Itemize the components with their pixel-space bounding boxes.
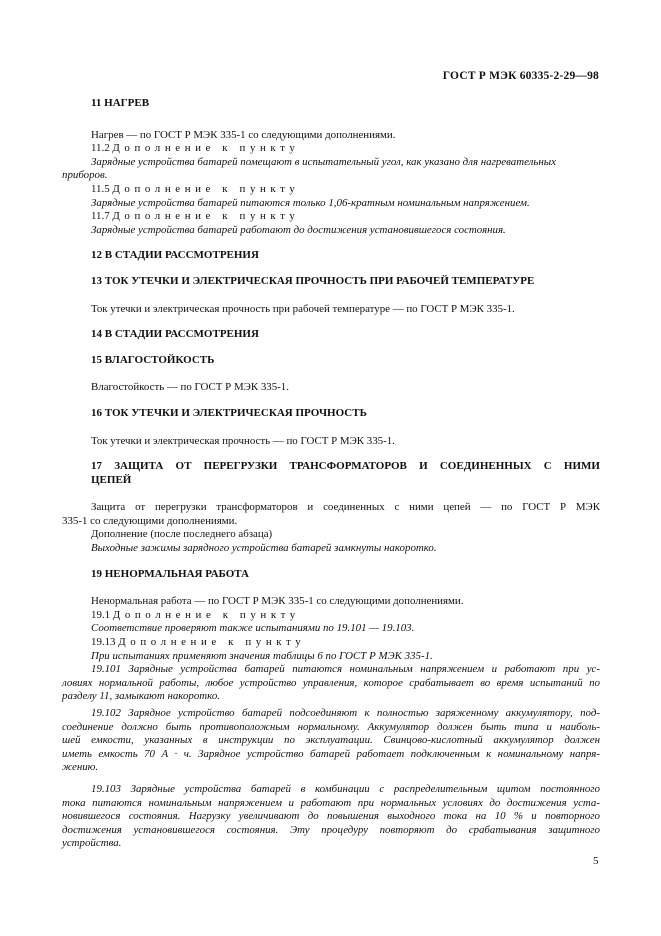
page-content bbox=[62, 97, 600, 851]
clause-19-103-line-5: устройства. bbox=[62, 837, 122, 850]
section-17-title: 17 ЗАЩИТА ОТ ПЕРЕГРУЗКИ ТРАНСФОРМАТОРОВ И СОЕДИНЕННЫХ С НИМИ bbox=[91, 460, 600, 473]
page-number: 5 bbox=[593, 855, 599, 867]
section-11-title: 11 НАГРЕВ bbox=[91, 97, 150, 109]
clause-11-5-header bbox=[91, 183, 600, 197]
addition-label: Дополнение к пункту bbox=[112, 182, 300, 195]
section-17-text: Защита от перегрузки трансформаторов и соединенных с ними цепей — по ГОСТ Р МЭК bbox=[91, 501, 600, 514]
clause-19-102-line-5: жению. bbox=[62, 761, 99, 774]
clause-19-1-header bbox=[91, 609, 600, 623]
section-16-title: 16 ТОК УТЕЧКИ И ЭЛЕКТРИЧЕСКАЯ ПРОЧНОСТЬ bbox=[91, 406, 367, 419]
clause-19-101-line-3: разделу 11, замыкают накоротко. bbox=[62, 690, 221, 703]
clause-19-102-line-1: 19.102 Зарядное устройство батарей подсоединяют к полностью заряженному аккумулятору, под- bbox=[91, 707, 600, 719]
section-19-title: 19 НЕНОРМАЛЬНАЯ РАБОТА bbox=[91, 567, 249, 580]
addition-label: Дополнение к пункту bbox=[118, 636, 306, 649]
clause-11-7-text: Зарядные устройства батарей работают до достижения установившегося состояния. bbox=[91, 223, 506, 236]
clause-number: 19.13 bbox=[91, 636, 116, 649]
clause-number: 11.7 bbox=[91, 210, 110, 223]
clause-number: 11.5 bbox=[91, 182, 110, 195]
section-17-text-cont: 335-1 со следующими дополнениями. bbox=[62, 514, 238, 527]
clause-19-101-line-1: 19.101 Зарядные устройства батарей питаются номинальным напряжением и работают при ус- bbox=[91, 663, 600, 676]
clause-19-103-line-1: 19.103 Зарядные устройства батарей в комбинации с распределительным щитом постоянного bbox=[91, 782, 600, 795]
section-16-text: Ток утечки и электрическая прочность — по ГОСТ Р МЭК 335-1. bbox=[91, 434, 395, 447]
section-15-text: Влагостойкость — по ГОСТ Р МЭК 335-1. bbox=[91, 381, 289, 394]
clause-19-102-line-2: соединение должно быть противоположным нормальному. Аккумулятор должен быть типа и наиболь- bbox=[62, 720, 600, 733]
section-15-title: 15 ВЛАГОСТОЙКОСТЬ bbox=[91, 353, 215, 366]
section-13-text: Ток утечки и электрическая прочность при рабочей температуре — по ГОСТ Р МЭК 335-1. bbox=[91, 302, 515, 315]
section-11-intro: Нагрев — по ГОСТ Р МЭК 335-1 со следующими дополнениями. bbox=[91, 128, 396, 141]
addition-label: Дополнение к пункту bbox=[112, 142, 300, 155]
section-13-title: 13 ТОК УТЕЧКИ И ЭЛЕКТРИЧЕСКАЯ ПРОЧНОСТЬ ПРИ РАБОЧЕЙ ТЕМПЕРАТУРЕ bbox=[91, 274, 535, 287]
section-17-title-cont: ЦЕПЕЙ bbox=[91, 473, 132, 486]
standard-header: ГОСТ Р МЭК 60335-2-29—98 bbox=[442, 70, 599, 82]
addition-label: Дополнение к пункту bbox=[112, 608, 300, 621]
section-14-title: 14 В СТАДИИ РАССМОТРЕНИЯ bbox=[91, 328, 259, 341]
clause-19-103-line-4: достижения установившегося состояния. Эту процедуру повторяют до срабатывания защитного bbox=[62, 823, 600, 836]
clause-19-13-text: При испытаниях применяют значения таблицы 6 по ГОСТ Р МЭК 335-1. bbox=[91, 649, 433, 662]
clause-number: 19.1 bbox=[91, 608, 111, 621]
addition-label: Дополнение к пункту bbox=[112, 210, 300, 223]
section-19-intro: Ненормальная работа — по ГОСТ Р МЭК 335-1 со следующими дополнениями. bbox=[91, 595, 464, 608]
section-17-addition: Дополнение (после последнего абзаца) bbox=[91, 528, 273, 541]
clause-11-5-text: Зарядные устройства батарей питаются только 1,06-кратным номинальным напряжением. bbox=[91, 196, 530, 209]
clause-19-103-line-3: новившегося состояния. Нагрузку увеличивают до повышения выходного тока на 10 % и повторного bbox=[62, 810, 600, 823]
clause-19-101-line-2: ловиях нормальной работы, любое устройство управления, которое срабатывает во время испытаний по bbox=[62, 676, 600, 689]
clause-19-102-line-3: шей емкости, указанных в инструкции по эксплуатации. Свинцово-кислотный аккумулятор должен bbox=[62, 734, 600, 747]
clause-19-102-line-4: иметь емкость 70 А · ч. Зарядное устройство батарей работает подключенным к номинальному напря- bbox=[62, 747, 600, 760]
clause-11-7-header bbox=[91, 210, 600, 224]
clause-19-103-line-2: тока питаются номинальным напряжением и работают при нормальных условиях до достижения уста- bbox=[62, 796, 600, 809]
clause-11-2-text: Зарядные устройства батарей помещают в испытательный угол, как указано для нагревательных bbox=[91, 155, 556, 168]
clause-11-2-text-cont: приборов. bbox=[62, 169, 108, 182]
section-17-addition-text: Выходные зажимы зарядного устройства батарей замкнуты накоротко. bbox=[91, 542, 437, 555]
section-12-title: 12 В СТАДИИ РАССМОТРЕНИЯ bbox=[91, 249, 259, 262]
clause-11-2-header bbox=[91, 142, 600, 156]
clause-19-1-text: Соответствие проверяют также испытаниями по 19.101 — 19.103. bbox=[91, 622, 415, 635]
clause-number: 11.2 bbox=[91, 142, 110, 155]
clause-19-13-header bbox=[91, 636, 600, 650]
